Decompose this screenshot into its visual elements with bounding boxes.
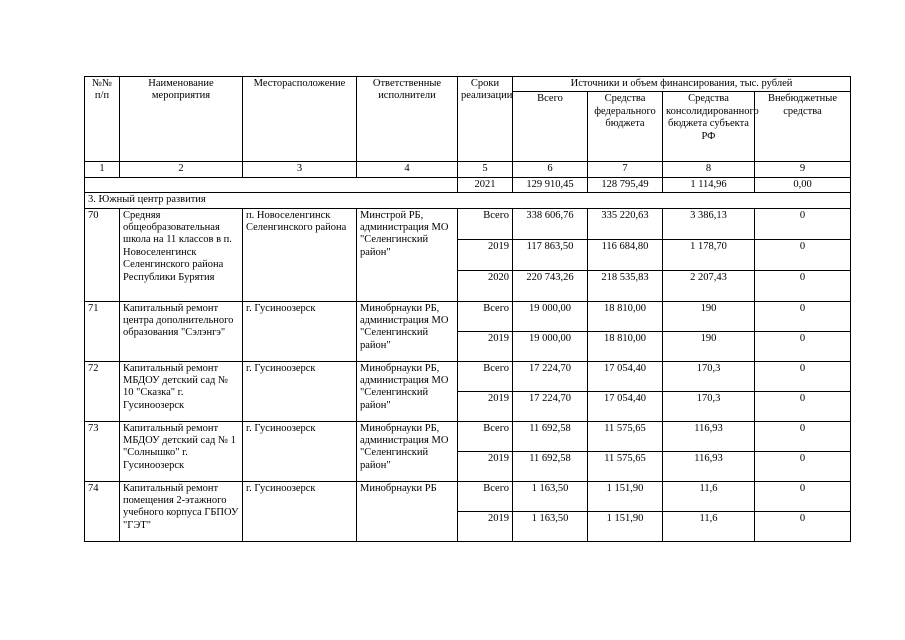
header-num: №№ п/п <box>85 77 120 162</box>
header-terms: Сроки реализации <box>458 77 513 162</box>
section-title: 3. Южный центр развития <box>85 193 851 208</box>
item-name: Капитальный ремонт МБДОУ детский сад № 10 "Сказка" г. Гусиноозерск <box>120 361 243 421</box>
item-executors: Минобрнауки РБ, администрация МО "Селенгинский район" <box>357 361 458 421</box>
cell-extra: 0 <box>755 301 851 331</box>
cell-total: 17 224,70 <box>513 361 588 391</box>
cell-extra: 0 <box>755 361 851 391</box>
cell-consolidated: 170,3 <box>663 361 755 391</box>
carry-total: 129 910,45 <box>513 177 588 192</box>
cell-term: Всего <box>458 301 513 331</box>
item-number: 74 <box>85 481 120 541</box>
item-name: Капитальный ремонт центра дополнительного образования "Сэлэнгэ" <box>120 301 243 361</box>
item-location: п. Новоселенгинск Селенгинского района <box>243 208 357 301</box>
item-executors: Минобрнауки РБ, администрация МО "Селенгинский район" <box>357 301 458 361</box>
table-row <box>85 481 851 511</box>
item-number: 70 <box>85 208 120 301</box>
cell-consolidated: 3 386,13 <box>663 208 755 239</box>
cell-total: 338 606,76 <box>513 208 588 239</box>
item-executors: Минобрнауки РБ, администрация МО "Селенгинский район" <box>357 421 458 481</box>
col-number: 1 <box>85 162 120 177</box>
item-number: 71 <box>85 301 120 361</box>
cell-consolidated: 11,6 <box>663 511 755 541</box>
table-row <box>85 421 851 451</box>
col-number: 4 <box>357 162 458 177</box>
col-number: 6 <box>513 162 588 177</box>
col-number: 5 <box>458 162 513 177</box>
cell-extra: 0 <box>755 208 851 239</box>
cell-federal: 11 575,65 <box>588 421 663 451</box>
cell-term: Всего <box>458 208 513 239</box>
section-row <box>85 193 851 208</box>
col-number: 7 <box>588 162 663 177</box>
cell-consolidated: 11,6 <box>663 481 755 511</box>
cell-extra: 0 <box>755 270 851 301</box>
item-location: г. Гусиноозерск <box>243 481 357 541</box>
cell-federal: 218 535,83 <box>588 270 663 301</box>
cell-term: 2019 <box>458 239 513 270</box>
carry-row <box>85 177 851 192</box>
cell-federal: 116 684,80 <box>588 239 663 270</box>
cell-term: 2019 <box>458 451 513 481</box>
carry-empty-cell <box>85 177 458 192</box>
cell-term: Всего <box>458 481 513 511</box>
table-row <box>85 361 851 391</box>
header-name: Наименование мероприятия <box>120 77 243 162</box>
cell-federal: 17 054,40 <box>588 361 663 391</box>
carry-federal: 128 795,49 <box>588 177 663 192</box>
cell-federal: 18 810,00 <box>588 301 663 331</box>
carry-consolidated: 1 114,96 <box>663 177 755 192</box>
cell-extra: 0 <box>755 421 851 451</box>
cell-consolidated: 2 207,43 <box>663 270 755 301</box>
cell-federal: 335 220,63 <box>588 208 663 239</box>
carry-year: 2021 <box>458 177 513 192</box>
item-location: г. Гусиноозерск <box>243 301 357 361</box>
cell-total: 17 224,70 <box>513 391 588 421</box>
cell-total: 220 743,26 <box>513 270 588 301</box>
item-location: г. Гусиноозерск <box>243 421 357 481</box>
cell-term: 2019 <box>458 391 513 421</box>
cell-total: 19 000,00 <box>513 301 588 331</box>
col-number: 9 <box>755 162 851 177</box>
cell-consolidated: 190 <box>663 331 755 361</box>
cell-extra: 0 <box>755 391 851 421</box>
item-location: г. Гусиноозерск <box>243 361 357 421</box>
cell-extra: 0 <box>755 239 851 270</box>
table-row <box>85 301 851 331</box>
item-name: Средняя общеобразовательная школа на 11 классов в п. Новоселенгинск Селенгинского района Республики Бурятия <box>120 208 243 301</box>
cell-federal: 18 810,00 <box>588 331 663 361</box>
cell-extra: 0 <box>755 511 851 541</box>
col-number: 8 <box>663 162 755 177</box>
cell-term: Всего <box>458 361 513 391</box>
column-number-row <box>85 162 851 177</box>
cell-term: 2020 <box>458 270 513 301</box>
cell-federal: 1 151,90 <box>588 511 663 541</box>
item-executors: Минобрнауки РБ <box>357 481 458 541</box>
cell-consolidated: 190 <box>663 301 755 331</box>
item-executors: Минстрой РБ, администрация МО "Селенгинский район" <box>357 208 458 301</box>
item-name: Капитальный ремонт МБДОУ детский сад № 1 "Солнышко" г. Гусиноозерск <box>120 421 243 481</box>
header-consolidated: Средства консолидированного бюджета субъекта РФ <box>663 92 755 162</box>
cell-total: 11 692,58 <box>513 421 588 451</box>
header-row <box>85 77 851 92</box>
cell-total: 11 692,58 <box>513 451 588 481</box>
header-total: Всего <box>513 92 588 162</box>
funding-table <box>84 76 851 542</box>
cell-consolidated: 170,3 <box>663 391 755 421</box>
cell-total: 1 163,50 <box>513 511 588 541</box>
cell-total: 117 863,50 <box>513 239 588 270</box>
cell-consolidated: 1 178,70 <box>663 239 755 270</box>
cell-federal: 17 054,40 <box>588 391 663 421</box>
cell-term: 2019 <box>458 331 513 361</box>
header-extrabudget: Внебюджетные средства <box>755 92 851 162</box>
cell-total: 19 000,00 <box>513 331 588 361</box>
cell-consolidated: 116,93 <box>663 421 755 451</box>
cell-term: Всего <box>458 421 513 451</box>
cell-extra: 0 <box>755 451 851 481</box>
cell-federal: 11 575,65 <box>588 451 663 481</box>
cell-extra: 0 <box>755 331 851 361</box>
cell-total: 1 163,50 <box>513 481 588 511</box>
item-number: 72 <box>85 361 120 421</box>
header-executors: Ответственные исполнители <box>357 77 458 162</box>
carry-extra: 0,00 <box>755 177 851 192</box>
table-row <box>85 208 851 239</box>
cell-federal: 1 151,90 <box>588 481 663 511</box>
header-federal: Средства федерального бюджета <box>588 92 663 162</box>
cell-term: 2019 <box>458 511 513 541</box>
header-location: Месторасположение <box>243 77 357 162</box>
col-number: 2 <box>120 162 243 177</box>
cell-extra: 0 <box>755 481 851 511</box>
cell-consolidated: 116,93 <box>663 451 755 481</box>
header-funding: Источники и объем финансирования, тыс. рублей <box>513 77 851 92</box>
col-number: 3 <box>243 162 357 177</box>
item-name: Капитальный ремонт помещения 2-этажного учебного корпуса ГБПОУ "ГЭТ" <box>120 481 243 541</box>
item-number: 73 <box>85 421 120 481</box>
